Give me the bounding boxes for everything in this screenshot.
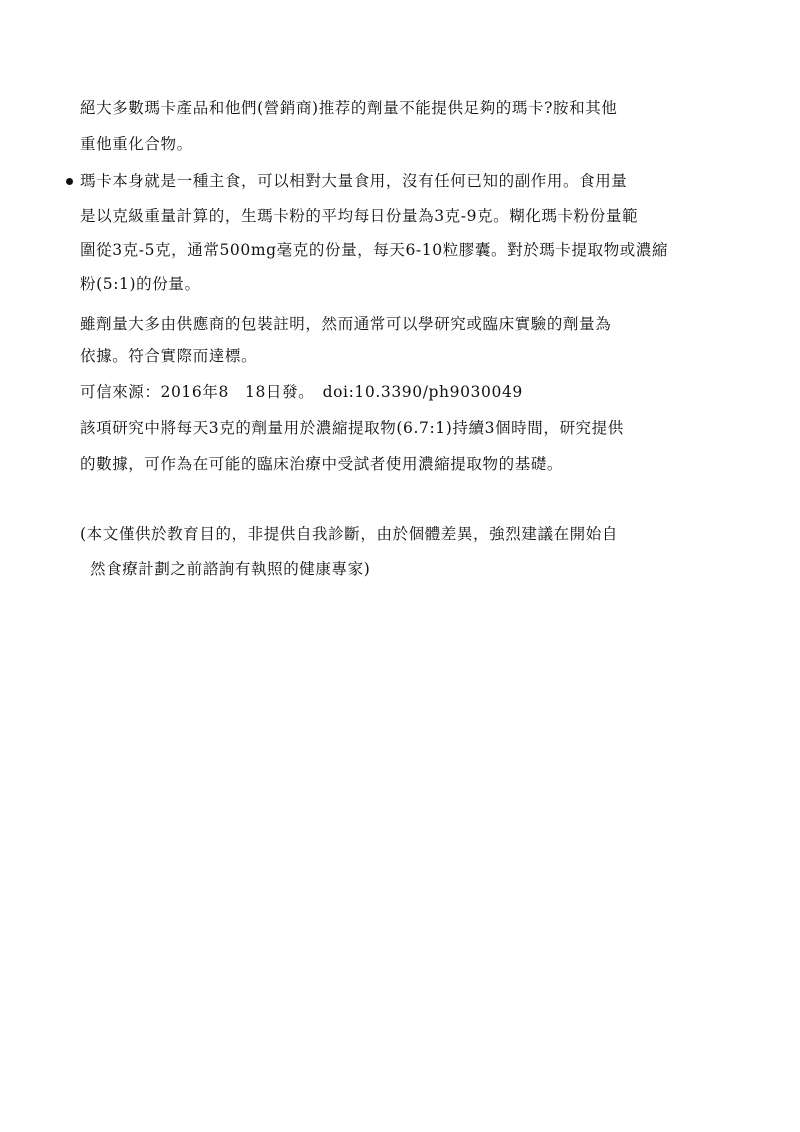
paragraph-line: 圍從3克-5克，通常500mg毫克的份量，每天6-10粒膠囊。對於瑪卡提取物或濃縮 (80, 241, 669, 259)
paragraph-line: 該項研究中將每天3克的劑量用於濃縮提取物(6.7:1)持續3個時間，研究提供 (80, 419, 624, 437)
disclaimer-line: 然食療計劃之前諮詢有執照的健康專家) (90, 560, 371, 578)
bullet-icon (66, 178, 73, 185)
paragraph-line: 粉(5:1)的份量。 (80, 275, 201, 293)
paragraph-line: 雖劑量大多由供應商的包裝註明，然而通常可以學研究或臨床實驗的劑量為 (80, 315, 612, 333)
source-citation: 可信來源：2016年8 18日發。 doi:10.3390/ph9030049 (80, 383, 523, 401)
paragraph-line: 是以克級重量計算的，生瑪卡粉的平均每日份量為3克-9克。糊化瑪卡粉份量範 (80, 207, 639, 225)
paragraph-line: 瑪卡本身就是一種主食，可以相對大量食用，沒有任何已知的副作用。食用量 (80, 172, 628, 190)
paragraph-line: 依據。符合實際而達標。 (80, 347, 258, 365)
disclaimer-line: (本文僅供於教育目的，非提供自我診斷，由於個體差異，強烈建議在開始自 (80, 525, 618, 543)
paragraph-line: 的數據，可作為在可能的臨床治療中受試者使用濃縮提取物的基礎。 (80, 455, 564, 473)
paragraph-line: 絕大多數瑪卡產品和他們(營銷商)推荐的劑量不能提供足夠的瑪卡?胺和其他 (80, 99, 618, 117)
paragraph-line: 重他重化合物。 (80, 135, 193, 153)
